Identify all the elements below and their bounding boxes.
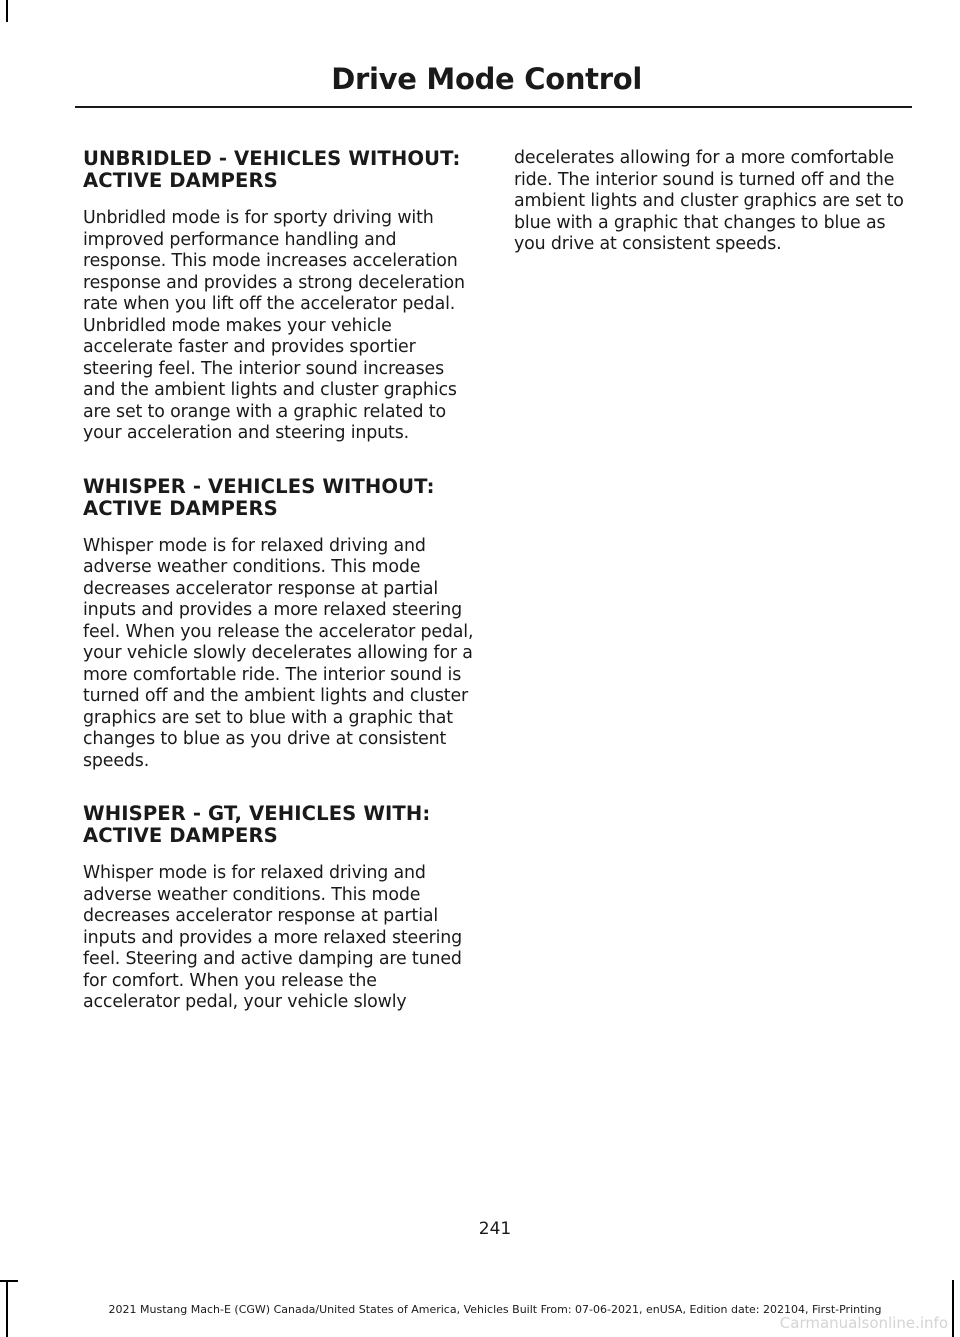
- right-column: [514, 148, 906, 287]
- page-number: 241: [478, 1219, 512, 1239]
- crop-mark-bottom-left-horizontal: [0, 1280, 18, 1282]
- section-heading-whisper: WHISPER - VEHICLES WITHOUT: ACTIVE DAMPERS: [83, 474, 435, 520]
- section-body-whisper-gt: Whisper mode is for relaxed driving and adverse weather conditions. This mode decreases accelerator response at partial inputs and provides a more relaxed steering feel. Steering and active damping are tuned for comfort. When you release the accelerator pedal, your vehicle slowly: [83, 863, 463, 1012]
- section-heading-unbridled: UNBRIDLED - VEHICLES WITHOUT: ACTIVE DAMPERS: [83, 147, 461, 192]
- section-body-unbridled: Unbridled mode is for sporty driving with improved performance handling and response. This mode increases acceleration response and provides a strong deceleration rate when you lift off the accelerator pedal. Unbridled mode makes your vehicle accelerate faster and provides sportier steering feel. The interior sound increases and the ambient lights and cluster graphics are set to orange with a graphic related to your acceleration and steering inputs.: [83, 208, 465, 443]
- section-body-whisper-gt-continued: decelerates allowing for a more comfortable ride. The interior sound is turned off and the ambient lights and cluster graphics are set to blue with a graphic that changes to blue as you drive at consistent speeds.: [514, 148, 904, 254]
- left-column: [83, 148, 475, 1045]
- watermark: Carmanualsonline.info: [779, 1314, 948, 1332]
- page-header: [75, 62, 912, 108]
- crop-mark-top-left: [6, 0, 8, 22]
- section-body-whisper: Whisper mode is for relaxed driving and adverse weather conditions. This mode decreases accelerator response at partial inputs and provides a more relaxed steering feel. When you release the accelerator pedal, your vehicle slowly decelerates allowing for a more comfortable ride. The interior sound is turned off and the ambient lights and cluster graphics are set to blue with a graphic that changes to blue as you drive at consistent speeds.: [83, 535, 474, 771]
- edition-note: 2021 Mustang Mach-E (CGW) Canada/United States of America, Vehicles Built From: 07-06-2021, enUSA, Edition date: 202104, First-Printing: [108, 1303, 882, 1316]
- page-title: Drive Mode Control: [331, 62, 642, 96]
- section-heading-whisper-gt: WHISPER - GT, VEHICLES WITH: ACTIVE DAMPERS: [83, 802, 431, 847]
